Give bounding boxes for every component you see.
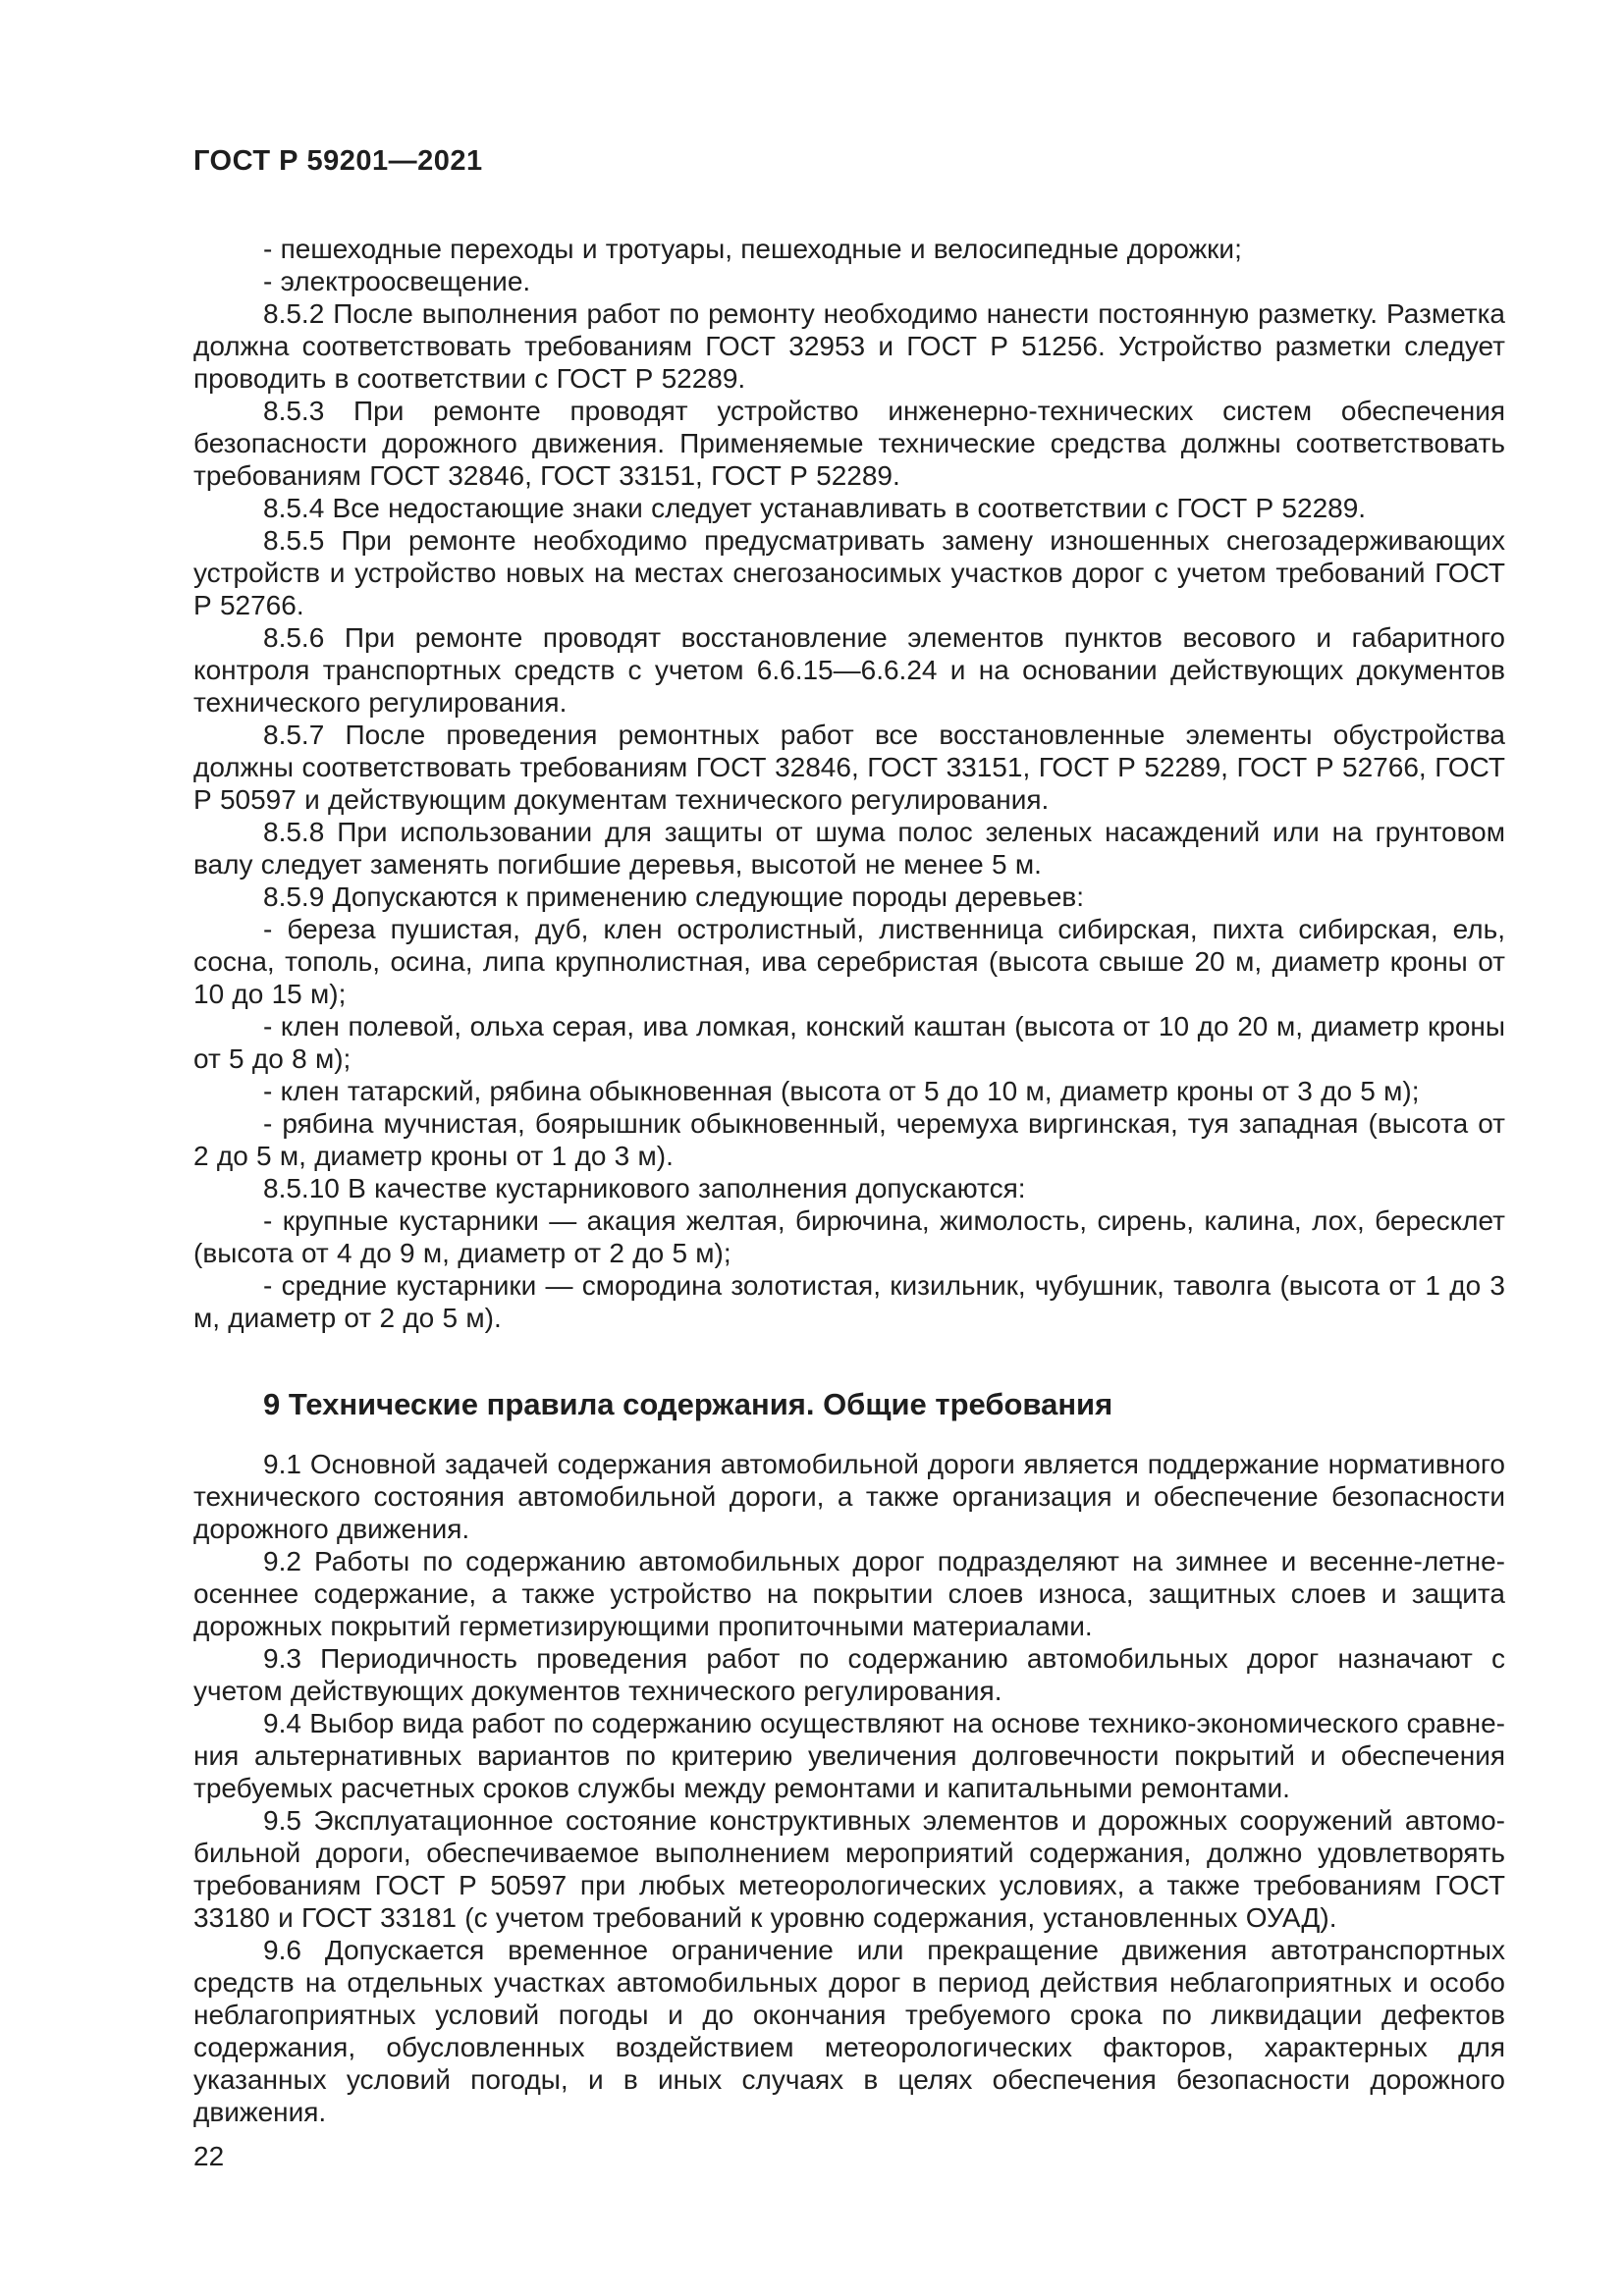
- section-8-5-paragraphs: [193, 233, 1505, 1334]
- paragraph: 8.5.9 Допускаются к применению следующие породы деревьев:: [263, 881, 1085, 912]
- paragraph: 8.5.3 При ремонте проводят устройство инженерно-технических систем обеспечения безопасности дорожного движения. Применяемые технические средства должны соответствовать требованиям ГОСТ 32846, ГОСТ 33151, ГОСТ Р 52289.: [193, 396, 1505, 491]
- paragraph: 8.5.6 При ремонте проводят восстановление элементов пунктов весового и габаритного контроля транспортных средств с учетом 6.6.15—6.6.24 и на основании действующих документов технического регулирования.: [193, 622, 1505, 718]
- paragraph: - пешеходные переходы и тротуары, пешеходные и велосипедные дорожки;: [263, 234, 1242, 264]
- paragraph: - крупные кустарники — акация желтая, бирючина, жимолость, сирень, калина, лох, бересклет (высота от 4 до 9 м, диаметр от 2 до 5 м);: [193, 1205, 1505, 1268]
- paragraph: 9.6 Допускается временное ограничение или прекращение движения автотранспортных средств на отдельных участках автомобильных дорог в период действия неблагоприятных и особо неблагоприятных условий погоды и до окончания требуемого срока по ликвидации дефектов содержания, обусловленных воздействием метеорологических факторов, характерных для указанных условий погоды, и в иных случаях в целях обеспечения безопасности дорожного движения.: [193, 1935, 1505, 2127]
- paragraph: 9.1 Основной задачей содержания автомобильной дороги является поддержание нормативного технического состояния автомобильной дороги, а также организация и обеспечение безопасности дорожного движения.: [193, 1449, 1505, 1544]
- paragraph: 9.5 Эксплуатационное состояние конструктивных элементов и дорожных сооружений автомобильной дороги, обеспечиваемое выполнением мероприятий содержания, должно удовлетворять требованиям ГОСТ Р 50597 при любых метеорологических условиях, а также требованиям ГОСТ 33180 и ГОСТ 33181 (с учетом требований к уровню содержания, установленных ОУАД).: [193, 1805, 1505, 1933]
- paragraph: - клен татарский, рябина обыкновенная (высота от 5 до 10 м, диаметр кроны от 3 до 5 м);: [263, 1076, 1420, 1106]
- paragraph: 8.5.7 После проведения ремонтных работ все восстановленные элементы обустройства должны соответствовать требованиям ГОСТ 32846, ГОСТ 33151, ГОСТ Р 52289, ГОСТ Р 52766, ГОСТ Р 50597 и действующим документам технического регулирования.: [193, 720, 1505, 815]
- paragraph: - клен полевой, ольха серая, ива ломкая, конский каштан (высота от 10 до 20 м, диаметр кроны от 5 до 8 м);: [193, 1011, 1505, 1074]
- standard-number-header: ГОСТ Р 59201—2021: [193, 145, 483, 177]
- section-9-paragraphs: [193, 1448, 1505, 2128]
- paragraph: 8.5.5 При ремонте необходимо предусматривать замену изношенных снегозадерживающих устройств и устройство новых на местах снегозаносимых участков дорог с учетом требований ГОСТ Р 52766.: [193, 525, 1505, 620]
- paragraph: 9.2 Работы по содержанию автомобильных дорог подразделяют на зимнее и весенне-летне-осеннее содержание, а также устройство на покрытии слоев износа, защитных слоев и защита дорожных покрытий герметизирующими пропиточными материалами.: [193, 1546, 1505, 1641]
- paragraph: 8.5.10 В качестве кустарникового заполнения допускаются:: [263, 1173, 1026, 1203]
- paragraph: 8.5.8 При использовании для защиты от шума полос зеленых насаждений или на грунтовом валу следует заменять погибшие деревья, высотой не менее 5 м.: [193, 817, 1505, 880]
- paragraph: 8.5.4 Все недостающие знаки следует устанавливать в соответствии с ГОСТ Р 52289.: [263, 493, 1367, 523]
- paragraph: 9.4 Выбор вида работ по содержанию осуществляют на основе технико-экономического сравнения альтернативных вариантов по критерию увеличения долговечности покрытий и обеспечения требуемых расчетных сроков службы между ремонтами и капитальными ремонтами.: [193, 1708, 1505, 1803]
- paragraph: - береза пушистая, дуб, клен остролистный, лиственница сибирская, пихта сибирская, ель, сосна, тополь, осина, липа крупнолистная, ива серебристая (высота свыше 20 м, диаметр кроны от 10 до 15 м);: [193, 914, 1505, 1009]
- paragraph: - электроосвещение.: [263, 266, 531, 296]
- paragraph: 8.5.2 После выполнения работ по ремонту необходимо нанести постоянную разметку. Разметка должна соответствовать требованиям ГОСТ 32953 и ГОСТ Р 51256. Устройство разметки следует проводить в соответствии с ГОСТ Р 52289.: [193, 298, 1505, 394]
- paragraph: - средние кустарники — смородина золотистая, кизильник, чубушник, таволга (высота от 1 до 3 м, диаметр от 2 до 5 м).: [193, 1270, 1505, 1333]
- section-9-title: 9 Технические правила содержания. Общие требования: [263, 1387, 1113, 1421]
- page-number: 22: [193, 2141, 225, 2171]
- paragraph: - рябина мучнистая, боярышник обыкновенный, черемуха виргинская, туя западная (высота от 2 до 5 м, диаметр кроны от 1 до 3 м).: [193, 1108, 1505, 1171]
- paragraph: 9.3 Периодичность проведения работ по содержанию автомобильных дорог назначают с учетом действующих документов технического регулирования.: [193, 1643, 1505, 1706]
